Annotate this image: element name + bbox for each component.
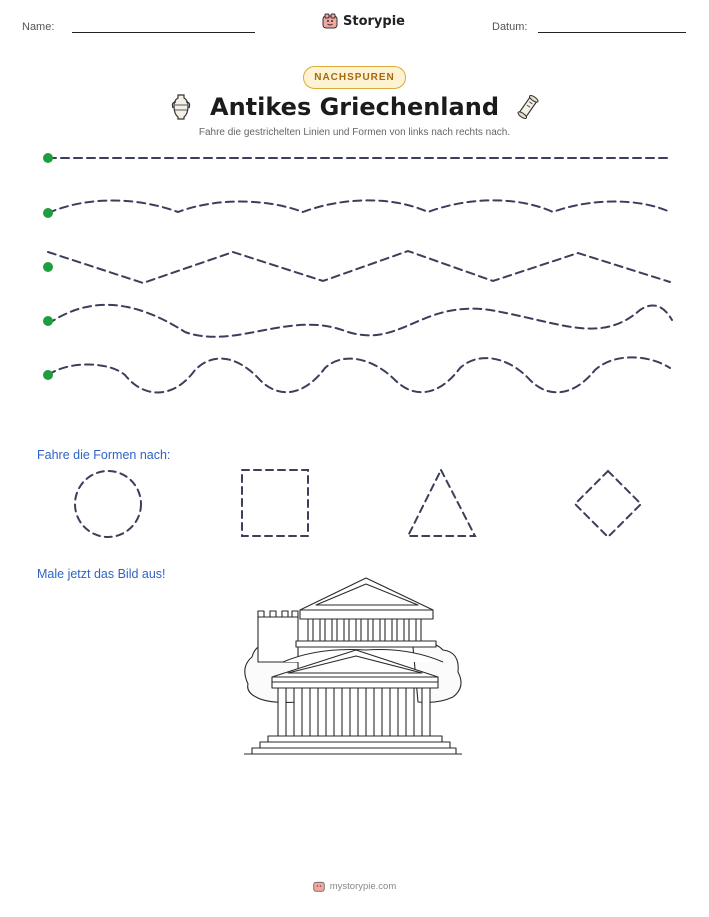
- start-dot: [43, 208, 53, 218]
- tracing-line-bumpy-wave: [48, 357, 670, 392]
- tracing-line-long-wave: [48, 305, 672, 337]
- name-label: Name:: [22, 21, 55, 33]
- tracing-shapes: [0, 462, 709, 552]
- start-dot: [43, 262, 53, 272]
- date-field[interactable]: [538, 32, 686, 33]
- instructions-text: Fahre die gestrichelten Linien und Formen von links nach rechts nach.: [198, 127, 511, 138]
- tracing-lines: [0, 140, 709, 400]
- start-dot: [43, 153, 53, 163]
- coloring-heading: Male jetzt das Bild aus!: [37, 567, 166, 581]
- storypie-mascot-icon: [313, 880, 325, 892]
- tracing-shape-diamond: [575, 471, 641, 537]
- scroll-icon: [517, 93, 539, 121]
- name-field[interactable]: [72, 32, 255, 33]
- tracing-line-zigzag: [48, 251, 670, 283]
- amphora-icon: [170, 93, 192, 121]
- start-dot: [43, 316, 53, 326]
- date-label: Datum:: [492, 21, 528, 33]
- tracing-shape-triangle: [408, 470, 475, 536]
- tracing-shape-square: [242, 470, 308, 536]
- tracing-line-smooth-wave: [48, 200, 670, 213]
- footer-url[interactable]: mystorypie.com: [329, 880, 397, 892]
- brand-logo: [322, 13, 405, 29]
- shapes-heading: Fahre die Formen nach:: [37, 448, 171, 462]
- start-dot: [43, 370, 53, 380]
- storypie-mascot-icon: [322, 13, 338, 29]
- footer: [0, 880, 709, 892]
- tracing-shape-circle: [75, 471, 141, 537]
- brand-name: Storypie: [343, 13, 405, 29]
- parthenon-coloring-picture: [238, 572, 468, 762]
- page-title: Antikes Griechenland: [210, 93, 499, 121]
- title-row: [0, 90, 709, 124]
- activity-badge: NACHSPUREN: [303, 66, 406, 89]
